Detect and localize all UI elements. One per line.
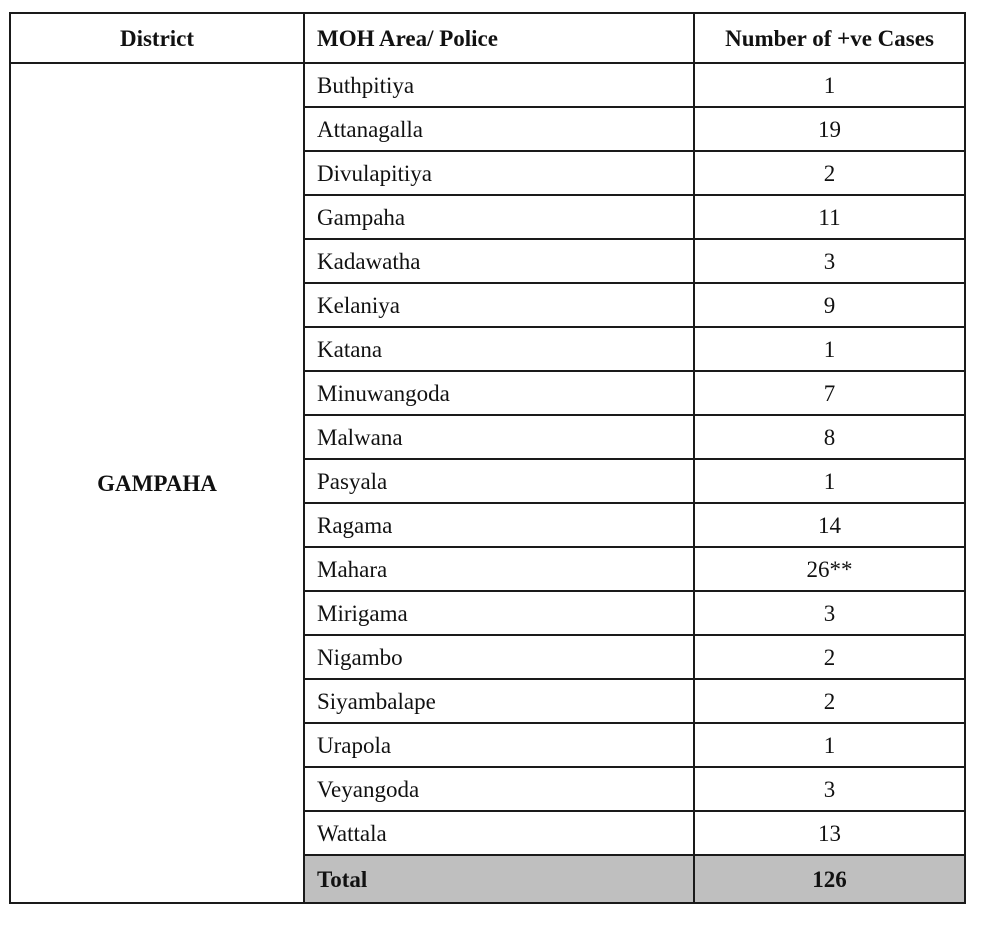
header-row — [10, 13, 965, 63]
area-cell: Nigambo — [304, 635, 694, 679]
total-label: Total — [304, 855, 694, 903]
area-cell: Ragama — [304, 503, 694, 547]
area-cell: Divulapitiya — [304, 151, 694, 195]
area-cell: Malwana — [304, 415, 694, 459]
cases-cell: 2 — [694, 679, 965, 723]
cases-cell: 9 — [694, 283, 965, 327]
area-cell: Urapola — [304, 723, 694, 767]
area-cell: Mirigama — [304, 591, 694, 635]
cases-cell: 1 — [694, 327, 965, 371]
cases-cell: 7 — [694, 371, 965, 415]
district-cell: GAMPAHA — [10, 63, 304, 903]
cases-cell: 14 — [694, 503, 965, 547]
area-cell: Wattala — [304, 811, 694, 855]
cases-cell: 2 — [694, 635, 965, 679]
cases-cell: 1 — [694, 63, 965, 107]
header-district: District — [10, 13, 304, 63]
total-cases: 126 — [694, 855, 965, 903]
cases-cell: 3 — [694, 591, 965, 635]
area-cell: Veyangoda — [304, 767, 694, 811]
area-cell: Pasyala — [304, 459, 694, 503]
cases-cell: 1 — [694, 459, 965, 503]
cases-cell: 3 — [694, 767, 965, 811]
area-cell: Mahara — [304, 547, 694, 591]
table-row — [10, 63, 965, 107]
area-cell: Katana — [304, 327, 694, 371]
cases-cell: 11 — [694, 195, 965, 239]
cases-cell: 13 — [694, 811, 965, 855]
cases-cell: 26** — [694, 547, 965, 591]
area-cell: Gampaha — [304, 195, 694, 239]
cases-cell: 3 — [694, 239, 965, 283]
area-cell: Minuwangoda — [304, 371, 694, 415]
cases-cell: 2 — [694, 151, 965, 195]
area-cell: Kadawatha — [304, 239, 694, 283]
area-cell: Attanagalla — [304, 107, 694, 151]
header-moh-area: MOH Area/ Police — [304, 13, 694, 63]
cases-cell: 1 — [694, 723, 965, 767]
area-cell: Siyambalape — [304, 679, 694, 723]
area-cell: Buthpitiya — [304, 63, 694, 107]
cases-cell: 19 — [694, 107, 965, 151]
cases-table — [9, 12, 966, 904]
cases-cell: 8 — [694, 415, 965, 459]
area-cell: Kelaniya — [304, 283, 694, 327]
header-positive-cases: Number of +ve Cases — [694, 13, 965, 63]
